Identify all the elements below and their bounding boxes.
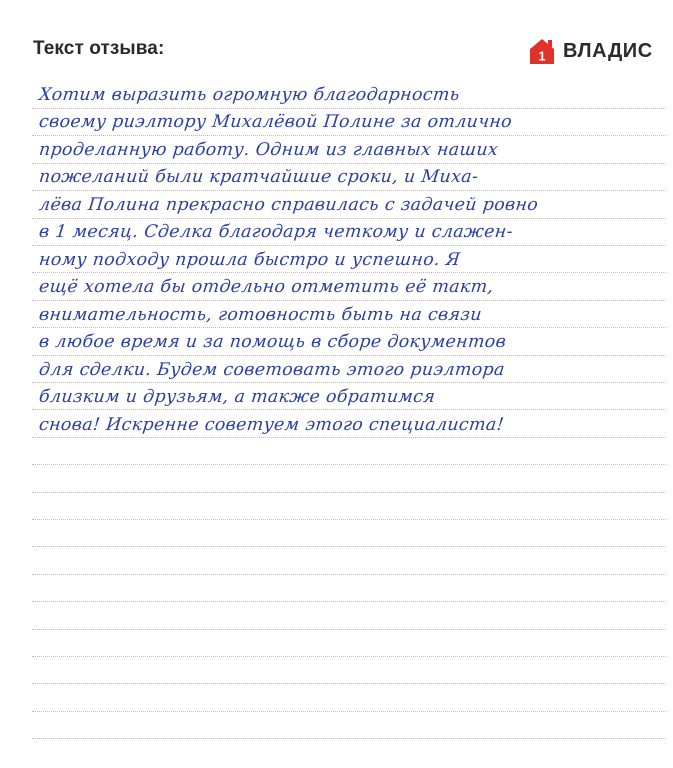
review-line: ному подходу прошла быстро и успешно. Я [38,250,462,270]
ruled-line [32,300,666,301]
ruled-line [32,683,666,684]
house-icon [528,37,556,65]
review-line: Хотим выразить огромную благодарность [38,85,461,105]
ruled-line [32,574,666,575]
ruled-line [32,738,666,739]
review-line: своему риэлтору Михалёвой Полине за отлично [38,112,514,132]
ruled-line [32,711,666,712]
review-line: проделанную работу. Одним из главных наших [38,140,500,160]
ruled-line [32,546,666,547]
ruled-line [32,355,666,356]
ruled-line [32,327,666,328]
ruled-line [32,272,666,273]
review-line: снова! Искренне советуем этого специалиста! [38,415,505,435]
ruled-line [32,382,666,383]
brand-name: ВЛАДИС [563,39,653,62]
review-line: в 1 месяц. Сделка благодаря четкому и слажен- [38,222,514,242]
review-line: для сделки. Будем советовать этого риэлтора [38,360,506,380]
ruled-line [32,629,666,630]
review-line: ещё хотела бы отдельно отметить её такт, [38,277,495,297]
ruled-line [32,492,666,493]
page-title: Текст отзыва: [33,38,165,59]
ruled-line [32,601,666,602]
review-line: пожеланий были кратчайшие сроки, и Миха- [38,167,480,187]
ruled-line [32,519,666,520]
review-line: лёва Полина прекрасно справилась с задачей ровно [38,195,540,215]
ruled-line [32,245,666,246]
ruled-line [32,656,666,657]
review-line: в любое время и за помощь в сборе документов [38,332,508,352]
ruled-line [32,190,666,191]
ruled-line [32,464,666,465]
ruled-line [32,409,666,410]
brand-logo [528,36,653,66]
review-line: внимательность, готовность быть на связи [38,305,483,325]
review-line: близким и друзьям, а также обратимся [38,387,437,407]
ruled-line [32,135,666,136]
ruled-line [32,437,666,438]
svg-text:1: 1 [538,48,546,64]
ruled-line [32,218,666,219]
ruled-line [32,163,666,164]
ruled-line [32,108,666,109]
